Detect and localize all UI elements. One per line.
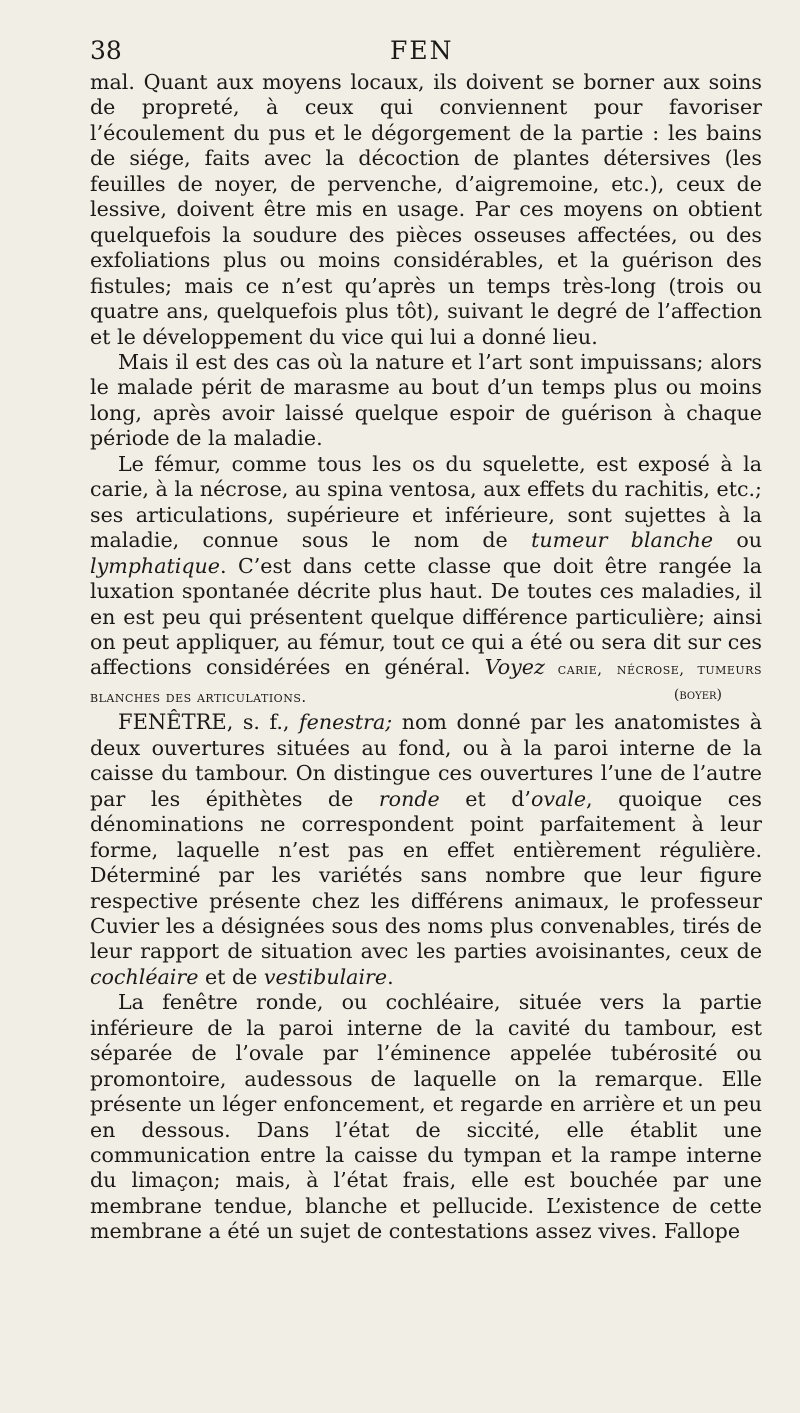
paragraph-4 <box>90 710 762 990</box>
paragraph-1: mal. Quant aux moyens locaux, ils doivent se borner aux soins de propreté, à ceux qui conviennent pour favoriser l’écoulement du pus et le dégorgement de la partie : les bains de siége, faits avec la décoction de plantes détersives (les feuilles de noyer, de pervenche, d’aigremoine, etc.), ceux de lessive, doivent être mis en usage. Par ces moyens on obtient quelquefois la soudure des pièces osseuses affectées, ou des exfoliations plus ou moins considérables, et la guérison des fistules; mais ce n’est qu’après un temps très-long (trois ou quatre ans, quelquefois plus tôt), suivant le degré de l’affection et le développement du vice qui lui a donné lieu. <box>90 70 762 349</box>
paragraph-4-text-c: et d’ <box>439 786 531 811</box>
cross-reference-voyez: Voyez <box>484 655 545 680</box>
paragraph-4-text-f: . <box>387 964 394 989</box>
cross-reference-list: nécrose, tumeurs blanches des articulations. <box>90 660 762 706</box>
paragraph-3 <box>90 452 762 711</box>
term-lymphatique: lymphatique <box>90 553 220 578</box>
entry-headword: FENÊTRE <box>118 710 227 735</box>
author-signature: (boyer) <box>673 686 722 703</box>
paragraph-3-text-b: ou <box>713 528 762 553</box>
cross-reference-carie: carie, <box>544 660 603 679</box>
latin-term: fenestra; <box>299 710 393 735</box>
paragraph-3-text-a: Le fémur, comme tous les os du squelette, est exposé à la carie, à la nécrose, au spina ventosa, aux effets du rachitis, etc.; ses articulations, supérieure et inférieure, sont sujettes à la maladie, connue sous le nom de <box>90 451 762 553</box>
paragraph-5: La fenêtre ronde, ou cochléaire, située vers la partie inférieure de la paroi interne de la cavité du tambour, est séparée de l’ovale par l’éminence appelée tubérosité ou promontoire, audessous de laquelle on la remarque. Elle présente un léger enfoncement, et regarde en arrière et un peu en dessous. Dans l’état de siccité, elle établit une communication entre la caisse du tympan et la rampe interne du limaçon; mais, à l’état frais, elle est bouchée par une membrane tendue, blanche et pellucide. L’existence de cette membrane a été un sujet de contestations assez vives. Fallope <box>90 990 762 1244</box>
term-ovale: ovale <box>530 786 587 811</box>
paragraph-4-text-d: , quoique ces dénominations ne correspondent point parfaitement à leur forme, laquelle n’est pas en effet entièrement régulière. Déterminé par les variétés sans nombre que leur figure respective présente chez les différens animaux, le professeur Cuvier les a désignées sous des noms plus convenables, tirés de leur rapport de situation avec les parties avoisinantes, ceux de <box>90 786 762 964</box>
text-column <box>90 70 762 1245</box>
running-head <box>90 30 763 70</box>
term-vestibulaire: vestibulaire <box>263 964 388 989</box>
running-title: FEN <box>390 36 454 65</box>
paragraph-4-text-e: et de <box>198 964 264 989</box>
term-cochleaire: cochléaire <box>90 964 199 989</box>
term-tumeur-blanche: tumeur blanche <box>531 528 714 553</box>
term-ronde: ronde <box>378 786 440 811</box>
paragraph-4-text-a: , s. f., <box>226 710 300 735</box>
paragraph-4-text-b: nom donné par les anatomistes à deux ouvertures situées au fond, ou à la paroi interne de la caisse du tambour. On distingue ces ouvertures l’une de l’autre par les épithètes de <box>90 710 762 811</box>
page-number: 38 <box>90 36 122 65</box>
paragraph-3-text-c: . C’est dans cette classe que doit être rangée la luxation spontanée décrite plus haut. De toutes ces maladies, il en est peu qui présentent quelque différence particulière; ainsi on peut appliquer, au fémur, tout ce qui a été ou sera dit sur ces affections considérées en général. <box>90 553 762 680</box>
paragraph-2: Mais il est des cas où la nature et l’art sont impuissans; alors le malade périt de marasme au bout d’un temps plus ou moins long, après avoir laissé quelque espoir de guérison à chaque période de la maladie. <box>90 349 762 451</box>
